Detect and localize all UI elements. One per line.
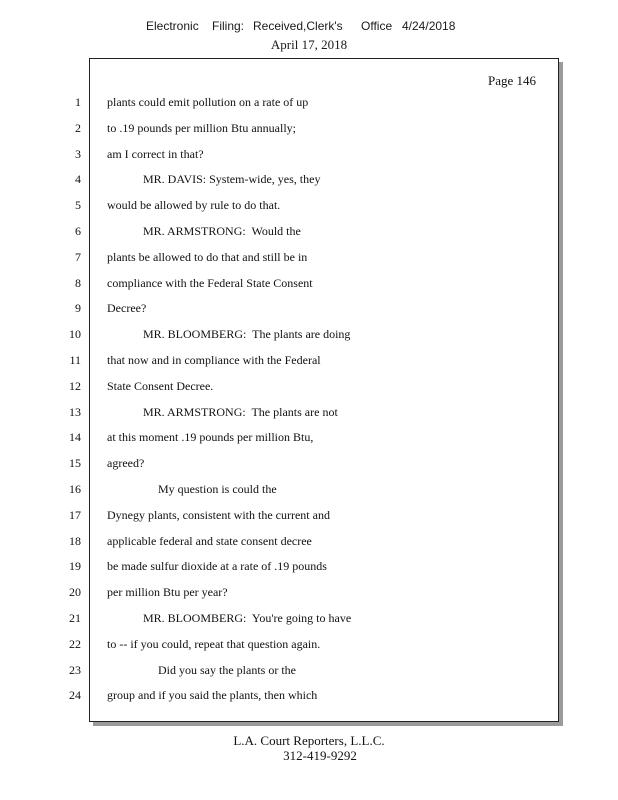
- transcript-line: MR. DAVIS: System-wide, yes, they: [107, 172, 321, 186]
- line-number: 13: [69, 405, 81, 419]
- transcript-line: MR. BLOOMBERG: The plants are doing: [107, 327, 351, 341]
- line-number: 1: [75, 95, 81, 109]
- transcript-line: Decree?: [107, 301, 147, 315]
- transcript-line: am I correct in that?: [107, 147, 204, 161]
- line-number: 9: [75, 301, 81, 315]
- transcript-line: compliance with the Federal State Consent: [107, 276, 313, 290]
- line-number: 23: [69, 663, 81, 677]
- line-number: 4: [75, 172, 81, 186]
- transcript-line: plants be allowed to do that and still be in: [107, 250, 308, 264]
- transcript-line: Did you say the plants or the: [107, 663, 296, 677]
- transcript-line: applicable federal and state consent decree: [107, 534, 312, 548]
- transcript-line: to .19 pounds per million Btu annually;: [107, 121, 296, 135]
- line-number: 12: [69, 379, 81, 393]
- line-number: 7: [75, 250, 81, 264]
- hearing-date: April 17, 2018: [270, 37, 348, 52]
- transcript-line: group and if you said the plants, then which: [107, 688, 318, 702]
- stamp-electronic: Electronic: [146, 19, 199, 33]
- line-number: 15: [69, 456, 81, 470]
- line-number: 3: [75, 147, 81, 161]
- stamp-filing: Filing:: [212, 19, 245, 33]
- line-number: 10: [69, 327, 81, 341]
- filing-stamp: [0, 19, 618, 39]
- reporter-phone: 312-419-9292: [283, 748, 357, 763]
- line-number: 2: [75, 121, 81, 135]
- transcript-line: plants could emit pollution on a rate of up: [107, 95, 309, 109]
- transcript-line: at this moment .19 pounds per million Btu,: [107, 430, 314, 444]
- transcript-line: agreed?: [107, 456, 145, 470]
- transcript-line: Dynegy plants, consistent with the current and: [107, 508, 330, 522]
- transcript-line: be made sulfur dioxide at a rate of .19 pounds: [107, 559, 327, 573]
- stamp-received: Received,Clerk's: [253, 19, 343, 33]
- line-number: 16: [69, 482, 81, 496]
- line-number: 18: [69, 534, 81, 548]
- transcript-line: State Consent Decree.: [107, 379, 214, 393]
- footer: [0, 733, 618, 763]
- line-number: 20: [69, 585, 81, 599]
- transcript-line: MR. ARMSTRONG: The plants are not: [107, 405, 338, 419]
- line-number: 21: [69, 611, 81, 625]
- transcript-line: would be allowed by rule to do that.: [107, 198, 281, 212]
- line-number: 22: [69, 637, 81, 651]
- transcript-line: per million Btu per year?: [107, 585, 228, 599]
- transcript-line: My question is could the: [107, 482, 277, 496]
- line-number: 6: [75, 224, 81, 238]
- stamp-office: Office: [361, 19, 393, 33]
- line-number: 8: [75, 276, 81, 290]
- line-number: 24: [69, 688, 81, 702]
- transcript-line: MR. BLOOMBERG: You're going to have: [107, 611, 352, 625]
- line-number: 17: [69, 508, 81, 522]
- page-number: Page 146: [487, 73, 536, 88]
- stamp-date: 4/24/2018: [402, 19, 456, 33]
- line-number: 14: [69, 430, 81, 444]
- transcript-line: MR. ARMSTRONG: Would the: [107, 224, 301, 238]
- transcript-line: that now and in compliance with the Federal: [107, 353, 321, 367]
- reporter-company: L.A. Court Reporters, L.L.C.: [233, 733, 385, 748]
- transcript-line: to -- if you could, repeat that question again.: [107, 637, 321, 651]
- line-number: 11: [69, 353, 81, 367]
- line-number: 5: [75, 198, 81, 212]
- line-number: 19: [69, 559, 81, 573]
